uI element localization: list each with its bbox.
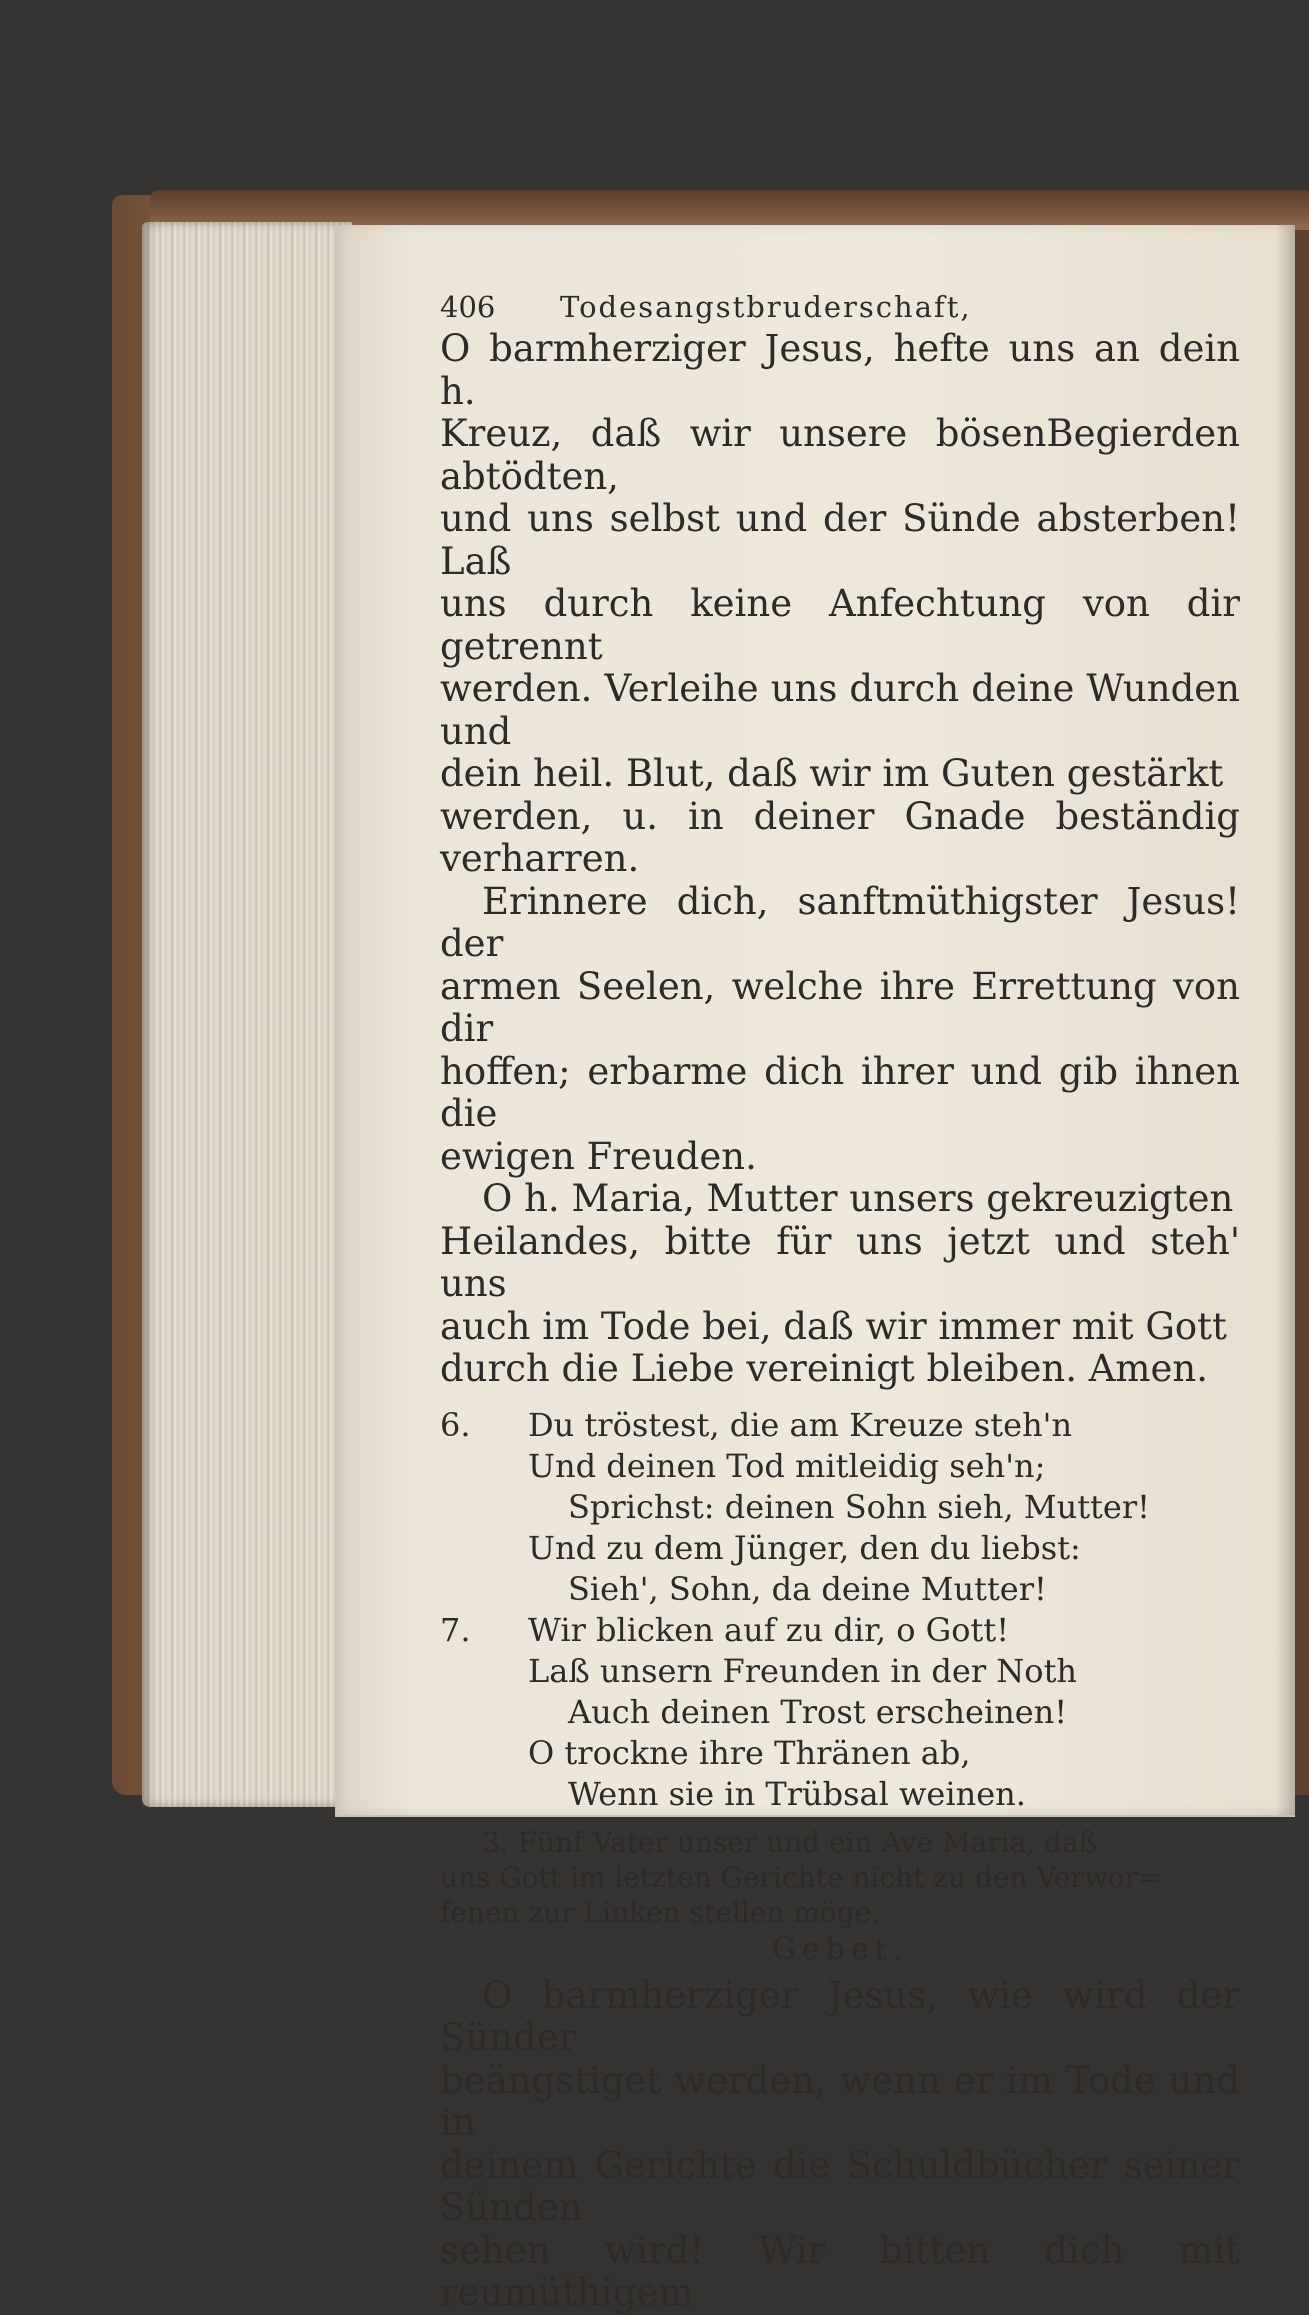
prayer-line: ewigen Freuden.: [440, 1134, 757, 1178]
verse-line: Wenn sie in Trübsal weinen.: [568, 1774, 1026, 1813]
verse-number: 6.: [440, 1405, 471, 1444]
verse-line: Sieh', Sohn, da deine Mutter!: [568, 1569, 1047, 1608]
page-gutter: [1275, 225, 1295, 1815]
verse-line: O trockne ihre Thränen ab,: [528, 1733, 971, 1772]
prayer-line: werden. Verleihe uns durch deine Wunden und: [440, 667, 1240, 753]
verse-7: [440, 1610, 1240, 1815]
prayer-line: beängstiget werden, wenn er im Tode und in: [440, 2058, 1240, 2144]
prayer-line: O barmherziger Jesus, wie wird der Sünder: [440, 1973, 1240, 2059]
prayer-line: deinem Gerichte die Schuldbücher seiner Sünden: [440, 2143, 1240, 2229]
prayer-line: sehen wird! Wir bitten dich mit reumüthigem: [440, 2228, 1240, 2314]
verse-line: Und deinen Tod mitleidig seh'n;: [528, 1446, 1046, 1485]
running-head: [440, 290, 1240, 324]
prayer-line: O barmherziger Jesus, hefte uns an dein h.: [440, 327, 1240, 413]
prayer-line: werden, u. in deiner Gnade beständig verharren.: [440, 794, 1240, 880]
verse-line: [440, 1610, 1240, 1651]
prayer-line: dein heil. Blut, daß wir im Guten gestärkt: [440, 752, 1224, 795]
prayer-line: Kreuz, daß wir unsere bösenBegierden abtödten,: [440, 412, 1240, 498]
prayer-line: uns durch keine Anfechtung von dir getrennt: [440, 582, 1240, 668]
prayer-line: Erinnere dich, sanftmüthigster Jesus! der: [440, 879, 1240, 965]
prayer-line: armen Seelen, welche ihre Errettung von dir: [440, 964, 1240, 1050]
instruction-line: uns Gott im letzten Gerichte nicht zu den Verwor=: [440, 1860, 1162, 1894]
verse-line: Sprichst: deinen Sohn sieh, Mutter!: [568, 1487, 1150, 1526]
prayer-line: durch die Liebe vereinigt bleiben. Amen.: [440, 1347, 1209, 1390]
prayer-line: Heilandes, bitte für uns jetzt und steh' uns: [440, 1219, 1240, 1305]
instruction-line: fenen zur Linken stellen möge.: [440, 1895, 881, 1929]
verse-text: Wir blicken auf zu dir, o Gott!: [528, 1610, 1010, 1649]
verse-line: Auch deinen Trost erscheinen!: [568, 1692, 1068, 1731]
running-title: Todesangstbruderschaft,: [560, 290, 972, 324]
prayer-line: und uns selbst und der Sünde absterben! Laß: [440, 497, 1240, 583]
page-edges: [142, 222, 352, 1807]
prayer-4: [440, 1975, 1240, 2315]
verse-6: [440, 1405, 1240, 1610]
verse-line: Laß unsern Freunden in der Noth: [528, 1651, 1078, 1690]
verse-text: Du tröstest, die am Kreuze steh'n: [528, 1405, 1073, 1444]
page-text: [440, 290, 1240, 2315]
instruction-line: 3. Fünf Vater unser und ein Ave Maria, daß: [482, 1825, 1098, 1859]
verse-number: 7.: [440, 1610, 471, 1649]
prayer-line: O h. Maria, Mutter unsers gekreuzigten: [482, 1177, 1234, 1220]
page-number: 406: [440, 290, 496, 324]
prayer-2: [440, 881, 1240, 1179]
prayer-3: [440, 1178, 1240, 1391]
verse-line: [440, 1405, 1240, 1446]
prayer-line: hoffen; erbarme dich ihrer und gib ihnen die: [440, 1049, 1240, 1135]
gebet-heading: Gebet.: [771, 1931, 909, 1967]
prayer-line: auch im Tode bei, daß wir immer mit Gott: [440, 1304, 1227, 1348]
verse-line: Und zu dem Jünger, den du liebst:: [528, 1528, 1081, 1567]
instruction: [440, 1825, 1240, 1930]
prayer-1: [440, 328, 1240, 881]
